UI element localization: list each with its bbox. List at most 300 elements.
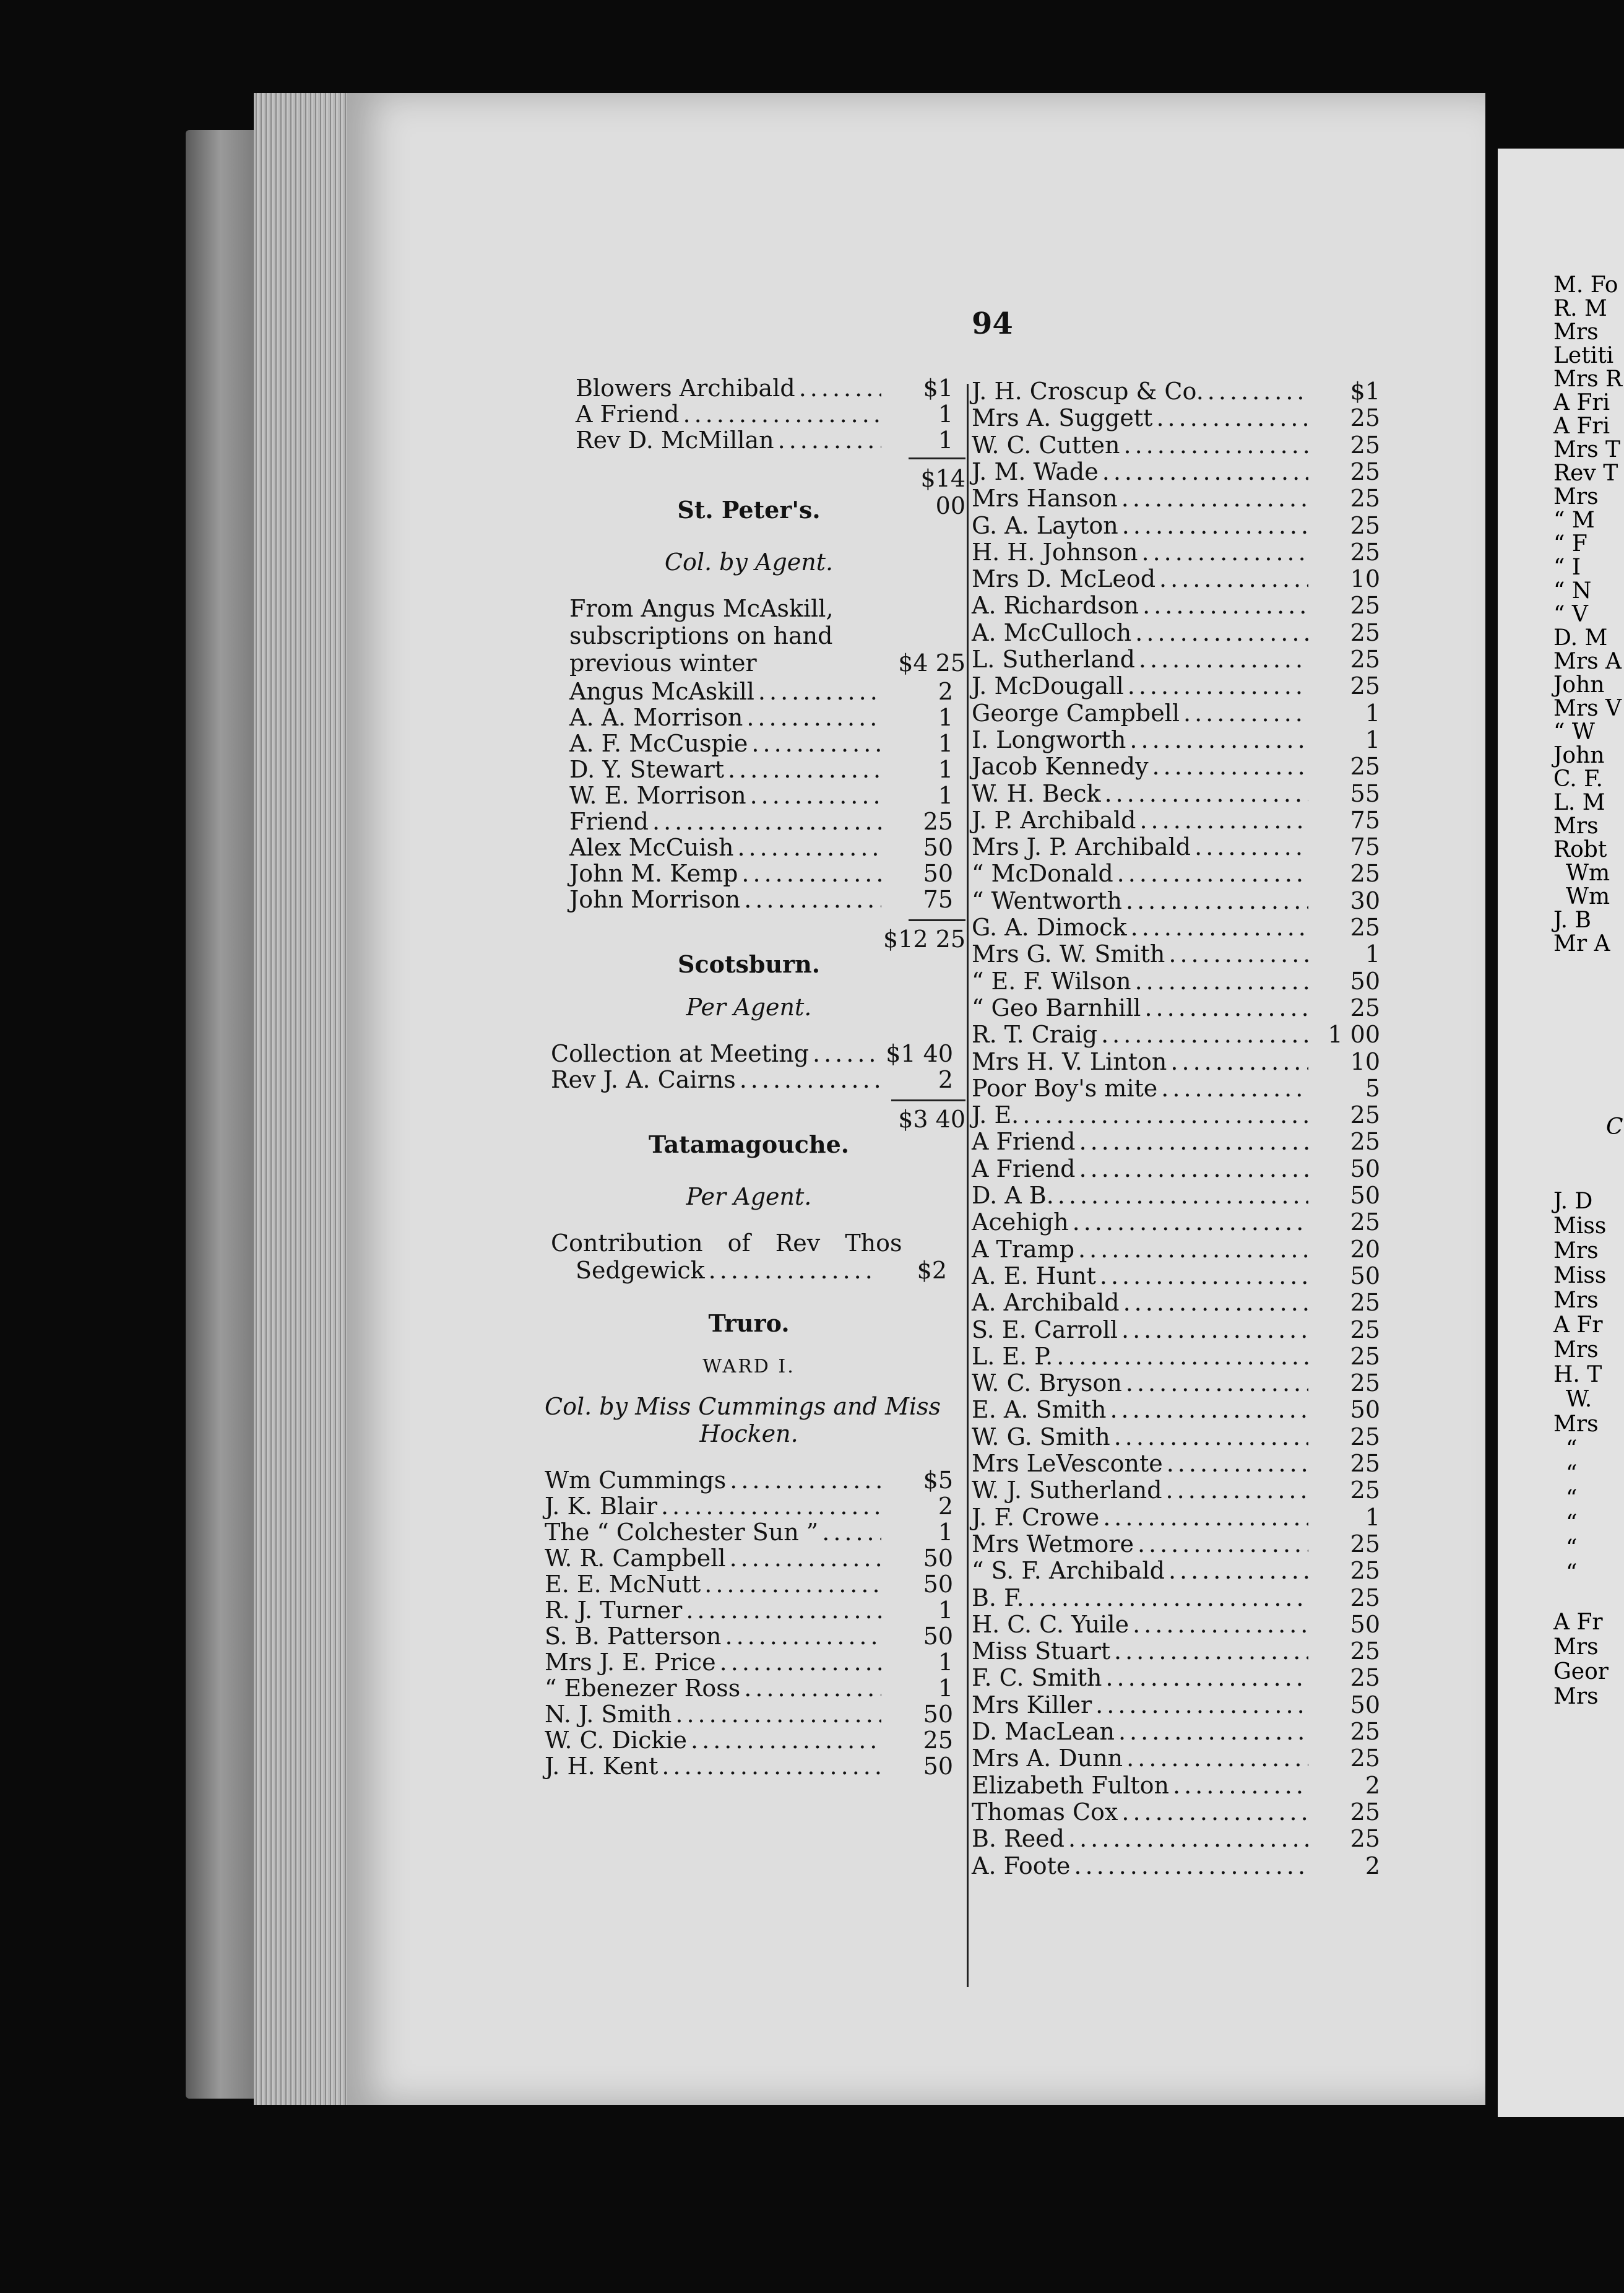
entry-name: Blowers Archibald — [576, 375, 795, 402]
leader-dots — [661, 1493, 881, 1520]
contribution-row — [972, 1530, 1380, 1558]
facing-page-fragment: A Fr — [1553, 1610, 1603, 1635]
entry-amount: 50 — [1350, 1182, 1380, 1209]
entry-amount: 25 — [1350, 485, 1380, 513]
entry-name: I. Longworth — [972, 726, 1126, 753]
entry-amount: $1 — [1350, 378, 1380, 405]
leader-dots — [1078, 1236, 1308, 1263]
contribution-row — [972, 860, 1380, 887]
entry-name: Mrs A. Suggett — [972, 404, 1153, 432]
entry-name: “ Ebenezer Ross — [545, 1675, 741, 1702]
entry-name: D. MacLean — [972, 1718, 1115, 1745]
entry-amount: 1 — [938, 704, 953, 731]
entry-name: E. E. McNutt — [545, 1571, 701, 1598]
leader-dots — [1095, 1691, 1308, 1719]
total-rule — [909, 457, 965, 459]
entry-amount: 25 — [1350, 511, 1380, 539]
entry-name: Wm Cummings — [545, 1467, 727, 1494]
contribution-row — [972, 1637, 1380, 1665]
contribution-row — [569, 834, 953, 861]
entry-amount: 25 — [1350, 1825, 1380, 1853]
contribution-row — [972, 1718, 1380, 1745]
leader-dots — [1139, 807, 1308, 834]
entry-amount: 25 — [923, 1727, 953, 1754]
facing-page-fragment: “ — [1566, 1560, 1578, 1585]
entry-amount: 50 — [1350, 1262, 1380, 1290]
entry-amount: 5 — [1365, 1074, 1380, 1102]
entry-name: Thomas Cox — [972, 1798, 1118, 1826]
contribution-row — [545, 1597, 953, 1624]
entry-amount: 25 — [1350, 404, 1380, 432]
entry-amount: 50 — [1350, 1610, 1380, 1638]
entry-amount: 25 — [1350, 914, 1380, 941]
entry-amount: 1 — [938, 1675, 953, 1702]
entry-amount: 55 — [1350, 779, 1380, 807]
entry-name: G. A. Dimock — [972, 914, 1127, 941]
contribution-row — [972, 1075, 1380, 1102]
entry-amount: 25 — [1350, 1745, 1380, 1772]
leader-dots — [1124, 431, 1308, 459]
entry-name: W. G. Smith — [972, 1423, 1110, 1450]
contribution-row — [972, 512, 1380, 539]
contribution-row — [545, 1493, 953, 1520]
facing-page-fragment: “ V — [1553, 602, 1588, 627]
facing-page-fragment: Mrs — [1553, 1288, 1599, 1313]
leader-dots — [737, 834, 881, 861]
facing-page-fragment: Mrs — [1553, 484, 1599, 509]
entry-amount: 50 — [1350, 1155, 1380, 1182]
entry-name: Mrs Hanson — [972, 485, 1118, 513]
entry-amount: 1 — [938, 1649, 953, 1676]
leader-dots — [1173, 1772, 1308, 1799]
collector-line: Hocken. — [699, 1420, 798, 1447]
contribution-row — [972, 458, 1380, 485]
facing-page-fragment: M. Fo — [1553, 272, 1618, 298]
contribution-row — [569, 860, 953, 887]
contribution-row — [972, 1825, 1380, 1852]
entry-name: Rev J. A. Cairns — [551, 1066, 736, 1093]
entry-amount: 25 — [1350, 1369, 1380, 1397]
contribution-row — [545, 1727, 953, 1754]
entry-amount: 25 — [1350, 1584, 1380, 1611]
leader-dots — [746, 704, 881, 731]
entry-name: Miss Stuart — [972, 1637, 1111, 1665]
leader-dots — [1142, 592, 1308, 619]
entry-amount: 50 — [923, 834, 953, 861]
entry-name: The “ Colchester Sun ” — [545, 1519, 819, 1546]
entry-name: H. H. Johnson — [972, 538, 1138, 566]
leader-dots — [1121, 1316, 1308, 1343]
entry-amount: 50 — [923, 1545, 953, 1572]
facing-page-fragment: Mrs — [1553, 319, 1599, 345]
contribution-row — [972, 378, 1380, 405]
leader-dots — [1068, 1825, 1308, 1852]
entry-name: “ Wentworth — [972, 886, 1123, 914]
facing-page-fragment: H. T — [1553, 1362, 1602, 1387]
section-subheading: Per Agent. — [686, 994, 812, 1021]
leader-dots — [1126, 1369, 1308, 1397]
facing-page-fragment: Mrs — [1553, 1238, 1599, 1264]
contribution-row — [576, 427, 953, 454]
page-stack-edges — [254, 93, 359, 2105]
contribution-row — [972, 1128, 1380, 1155]
entry-name: J. McDougall — [972, 672, 1124, 700]
leader-dots — [1131, 914, 1308, 941]
contribution-row — [972, 565, 1380, 592]
contribution-row — [972, 1343, 1380, 1370]
entry-amount: $5 — [923, 1467, 953, 1494]
leader-dots — [822, 1519, 881, 1546]
entry-name: F. C. Smith — [972, 1664, 1102, 1692]
leader-dots — [1079, 1128, 1309, 1155]
leader-dots — [1105, 780, 1308, 807]
entry-name: W. C. Bryson — [972, 1369, 1122, 1397]
entry-name: J. H. Croscup & Co. — [972, 378, 1204, 405]
contribution-row — [972, 619, 1380, 646]
entry-amount: 25 — [1350, 431, 1380, 459]
leader-dots — [1138, 1530, 1308, 1558]
total-rule — [909, 919, 965, 921]
leader-dots — [704, 1571, 881, 1598]
contribution-row — [972, 646, 1380, 673]
contribution-row — [972, 1476, 1380, 1504]
leader-dots — [740, 1066, 881, 1093]
entry-name: A. Archibald — [972, 1289, 1120, 1317]
entry-amount: 30 — [1350, 886, 1380, 914]
entry-amount: 50 — [1350, 1396, 1380, 1424]
entry-amount: 50 — [923, 1753, 953, 1780]
leader-dots — [1129, 726, 1308, 753]
entry-amount: 25 — [1350, 1128, 1380, 1156]
entry-amount: 1 — [938, 730, 953, 757]
entry-name: N. J. Smith — [545, 1701, 672, 1728]
contribution-row — [972, 1504, 1380, 1531]
entry-amount: 25 — [1350, 1342, 1380, 1370]
contribution-row — [576, 401, 953, 428]
entry-name: A. E. Hunt — [972, 1262, 1096, 1290]
facing-page-fragment: Geor — [1553, 1659, 1609, 1684]
leader-dots — [1194, 833, 1308, 860]
facing-page-fragment: Letiti — [1553, 343, 1614, 368]
entry-name: A Tramp — [972, 1235, 1075, 1263]
leader-dots — [1123, 1289, 1308, 1316]
contribution-row — [972, 1852, 1380, 1879]
facing-page-fragment: Mrs — [1553, 1411, 1599, 1437]
entry-name: R. T. Craig — [972, 1021, 1098, 1049]
entry-amount: 20 — [1350, 1235, 1380, 1263]
left-page — [347, 93, 1485, 2105]
entry-name: A Friend — [576, 401, 680, 428]
contribution-row — [545, 1649, 953, 1676]
contribution-row — [972, 1423, 1380, 1450]
entry-amount: 1 — [938, 401, 953, 428]
leader-dots — [1101, 1021, 1308, 1048]
contribution-row — [972, 1450, 1380, 1477]
leader-dots — [1114, 1637, 1308, 1665]
leader-dots — [1058, 1182, 1308, 1209]
facing-page-fragment: “ — [1566, 1535, 1578, 1561]
leader-dots — [1207, 378, 1308, 405]
contribution-row — [545, 1571, 953, 1598]
entry-amount: 1 — [938, 1597, 953, 1624]
contribution-row — [545, 1545, 953, 1572]
contribution-row — [972, 1396, 1380, 1423]
leader-dots — [730, 1545, 881, 1572]
leader-dots — [1166, 1476, 1308, 1504]
entry-name: A. F. McCuspie — [569, 730, 748, 757]
contribution-row — [972, 592, 1380, 619]
contribution-row — [972, 700, 1380, 727]
entry-amount: $1 — [923, 375, 953, 402]
contribution-row — [972, 994, 1380, 1021]
entry-name: J. E. — [972, 1101, 1019, 1129]
leader-dots — [725, 1623, 881, 1650]
facing-page-fragment: Wm — [1566, 884, 1610, 909]
entry-name: Mrs A. Dunn — [972, 1745, 1123, 1772]
leader-dots — [750, 782, 881, 809]
leader-dots — [728, 756, 881, 783]
entry-name: L. E. P. — [972, 1342, 1053, 1370]
leader-dots — [1183, 700, 1308, 727]
entry-amount: 25 — [1350, 1798, 1380, 1826]
entry-name: Mrs H. V. Linton — [972, 1047, 1167, 1075]
entry-name: “ Geo Barnhill — [972, 994, 1141, 1021]
contribution-row — [972, 1262, 1380, 1290]
leader-dots — [1102, 458, 1308, 485]
leader-dots — [1159, 565, 1308, 592]
facing-page-fragment: Mrs — [1553, 813, 1599, 839]
facing-page-fragment: “ — [1566, 1436, 1578, 1462]
entry-name: J. P. Archibald — [972, 806, 1136, 834]
entry-name: Jacob Kennedy — [972, 753, 1149, 781]
facing-page-fragment: A Fri — [1553, 390, 1610, 415]
leader-dots — [1133, 1611, 1308, 1638]
facing-page-fragment: R. M — [1553, 296, 1607, 321]
entry-name: J. F. Crowe — [972, 1503, 1100, 1531]
leader-dots — [662, 1753, 881, 1780]
contribution-row — [972, 780, 1380, 807]
facing-page-fragment: C. F. — [1553, 766, 1603, 792]
column-divider — [967, 384, 969, 1987]
contribution-row — [972, 807, 1380, 834]
leader-dots — [1161, 1075, 1308, 1102]
facing-page-fragment: “ — [1566, 1511, 1578, 1536]
entry-amount: 25 — [1350, 592, 1380, 620]
entry-name: W. H. Beck — [972, 779, 1101, 807]
entry-amount: $1 40 — [886, 1040, 953, 1067]
contribution-row — [545, 1623, 953, 1650]
leader-dots — [1167, 1450, 1308, 1477]
contribution-row — [972, 753, 1380, 780]
entry-amount: 25 — [1350, 1208, 1380, 1236]
entry-name: W. J. Sutherland — [972, 1476, 1162, 1504]
entry-name: B. F. — [972, 1584, 1024, 1611]
contribution-row — [972, 1048, 1380, 1075]
entry-name: W. E. Morrison — [569, 782, 746, 809]
facing-page-fragment: Mrs A — [1553, 649, 1622, 674]
entry-amount: 75 — [1350, 806, 1380, 834]
entry-name: A Friend — [972, 1155, 1076, 1182]
leader-dots — [730, 1467, 881, 1494]
entry-name: Acehigh — [972, 1208, 1069, 1236]
contribution-row — [972, 1182, 1380, 1209]
facing-page-fragment: “ N — [1553, 578, 1592, 604]
contribution-row — [972, 1772, 1380, 1799]
contribution-row — [569, 730, 953, 757]
entry-name: Alex McCuish — [569, 834, 734, 861]
entry-name: H. C. C. Yuile — [972, 1610, 1129, 1638]
leader-dots — [1168, 1557, 1308, 1584]
entry-amount: 1 — [938, 782, 953, 809]
section-heading: Scotsburn. — [678, 950, 820, 978]
entry-amount: $2 — [917, 1257, 947, 1284]
entry-name: A. McCulloch — [972, 618, 1132, 646]
section-heading: Truro. — [708, 1309, 790, 1337]
contribution-row — [569, 704, 953, 731]
section-heading: St. Peter's. — [677, 496, 821, 524]
facing-page-fragment: Wm — [1566, 860, 1610, 886]
entry-amount: 25 — [1350, 1530, 1380, 1558]
entry-name: L. Sutherland — [972, 646, 1135, 673]
contribution-row — [569, 808, 953, 835]
contribution-row — [972, 1316, 1380, 1343]
contribution-row — [972, 1289, 1380, 1316]
facing-page-fragment: W. — [1566, 1387, 1592, 1412]
contribution-row — [972, 1101, 1380, 1129]
facing-page-fragment: Robt — [1553, 837, 1607, 862]
entry-amount: 25 — [1350, 1664, 1380, 1692]
section-total: $14 00 — [920, 465, 965, 519]
contribution-row — [972, 1236, 1380, 1263]
leader-dots — [1114, 1423, 1308, 1450]
entry-name: D. Y. Stewart — [569, 756, 725, 783]
section-subheading: Per Agent. — [686, 1183, 812, 1210]
entry-name: Sedgewick — [576, 1257, 705, 1284]
leader-dots — [675, 1701, 881, 1728]
leader-dots — [1073, 1208, 1308, 1236]
entry-amount: 2 — [938, 1493, 953, 1520]
entry-name: Mrs Wetmore — [972, 1530, 1134, 1558]
contribution-row — [545, 1519, 953, 1546]
leader-dots — [1128, 672, 1308, 700]
entry-name: John M. Kemp — [569, 860, 738, 887]
contribution-row — [972, 1611, 1380, 1638]
entry-name: Mrs J. P. Archibald — [972, 833, 1191, 861]
contribution-row — [569, 678, 953, 705]
leader-dots — [813, 1040, 881, 1067]
facing-page-fragment: C — [1606, 1114, 1623, 1140]
facing-page — [1498, 149, 1624, 2117]
contribution-row — [972, 1021, 1380, 1048]
leader-dots — [751, 730, 881, 757]
contribution-row — [569, 782, 953, 809]
facing-page-fragment: A Fri — [1553, 414, 1610, 439]
leader-dots — [1139, 646, 1308, 673]
leader-dots — [799, 375, 881, 402]
entry-amount: 25 — [923, 808, 953, 835]
leader-dots — [744, 886, 881, 913]
contribution-row — [545, 1753, 953, 1780]
collector-line: Col. by Miss Cummings and Miss — [545, 1393, 941, 1420]
entry-amount: 1 — [938, 756, 953, 783]
leader-dots — [1168, 940, 1308, 968]
leader-dots — [744, 1675, 881, 1702]
entry-amount: 25 — [1350, 646, 1380, 673]
entry-amount: 25 — [1350, 457, 1380, 485]
entry-amount: 75 — [923, 886, 953, 913]
leader-dots — [1135, 619, 1308, 646]
leader-dots — [1079, 1155, 1309, 1182]
entry-name: Angus McAskill — [569, 678, 754, 705]
section-total: $12 25 — [883, 925, 965, 953]
facing-page-fragment: “ W — [1553, 719, 1595, 745]
entry-amount: 25 — [1350, 538, 1380, 566]
contribution-row — [972, 1798, 1380, 1826]
leader-dots — [1144, 994, 1308, 1021]
facing-page-fragment: Miss — [1553, 1263, 1607, 1288]
leader-dots — [1156, 404, 1308, 431]
leader-dots — [1056, 1343, 1308, 1370]
leader-dots — [1152, 753, 1308, 780]
contribution-row — [576, 1257, 947, 1284]
section-subheading: Col. by Agent. — [664, 548, 834, 576]
leader-dots — [686, 1597, 881, 1624]
contribution-row — [972, 968, 1380, 995]
entry-name: Poor Boy's mite — [972, 1074, 1158, 1102]
entry-name: Mrs G. W. Smith — [972, 940, 1165, 968]
entry-amount: 2 — [938, 678, 953, 705]
leader-dots — [1126, 1745, 1308, 1772]
entry-name: John Morrison — [569, 886, 741, 913]
leader-dots — [1028, 1584, 1308, 1611]
leader-dots — [1121, 1798, 1308, 1826]
entry-name: A Friend — [972, 1128, 1076, 1156]
facing-page-fragment: A Fr — [1553, 1312, 1603, 1338]
leader-dots — [741, 860, 881, 887]
leader-dots — [691, 1727, 881, 1754]
leader-dots — [1103, 1504, 1308, 1531]
entry-name: George Campbell — [972, 699, 1180, 727]
entry-name: G. A. Layton — [972, 511, 1118, 539]
facing-page-fragment: John — [1553, 743, 1605, 768]
contribution-row — [972, 1745, 1380, 1772]
entry-amount: 10 — [1350, 1047, 1380, 1075]
entry-amount: 25 — [1350, 672, 1380, 700]
contribution-row — [972, 726, 1380, 753]
entry-amount: 25 — [1350, 1476, 1380, 1504]
entry-amount: 50 — [923, 1623, 953, 1650]
entry-name: S. B. Patterson — [545, 1623, 722, 1650]
contribution-row — [972, 1369, 1380, 1397]
entry-amount: 50 — [923, 1571, 953, 1598]
entry-amount: 25 — [1350, 618, 1380, 646]
leader-dots — [1105, 1664, 1308, 1691]
contribution-row — [972, 1557, 1380, 1584]
facing-page-fragment: J. D — [1553, 1189, 1593, 1214]
contribution-row — [551, 1040, 953, 1067]
leader-dots — [652, 808, 881, 835]
entry-name: Mrs J. E. Price — [545, 1649, 716, 1676]
entry-name: Rev D. McMillan — [576, 427, 774, 454]
entry-amount: 50 — [923, 860, 953, 887]
entry-name: Mrs LeVesconte — [972, 1450, 1163, 1477]
entry-amount: 25 — [1350, 1289, 1380, 1317]
entry-amount: 25 — [1350, 1101, 1380, 1129]
facing-page-fragment: Rev T — [1553, 461, 1618, 486]
facing-page-fragment: “ F — [1553, 531, 1587, 557]
facing-page-fragment: Mr A — [1553, 931, 1610, 956]
ward-label: WARD I. — [702, 1356, 795, 1377]
